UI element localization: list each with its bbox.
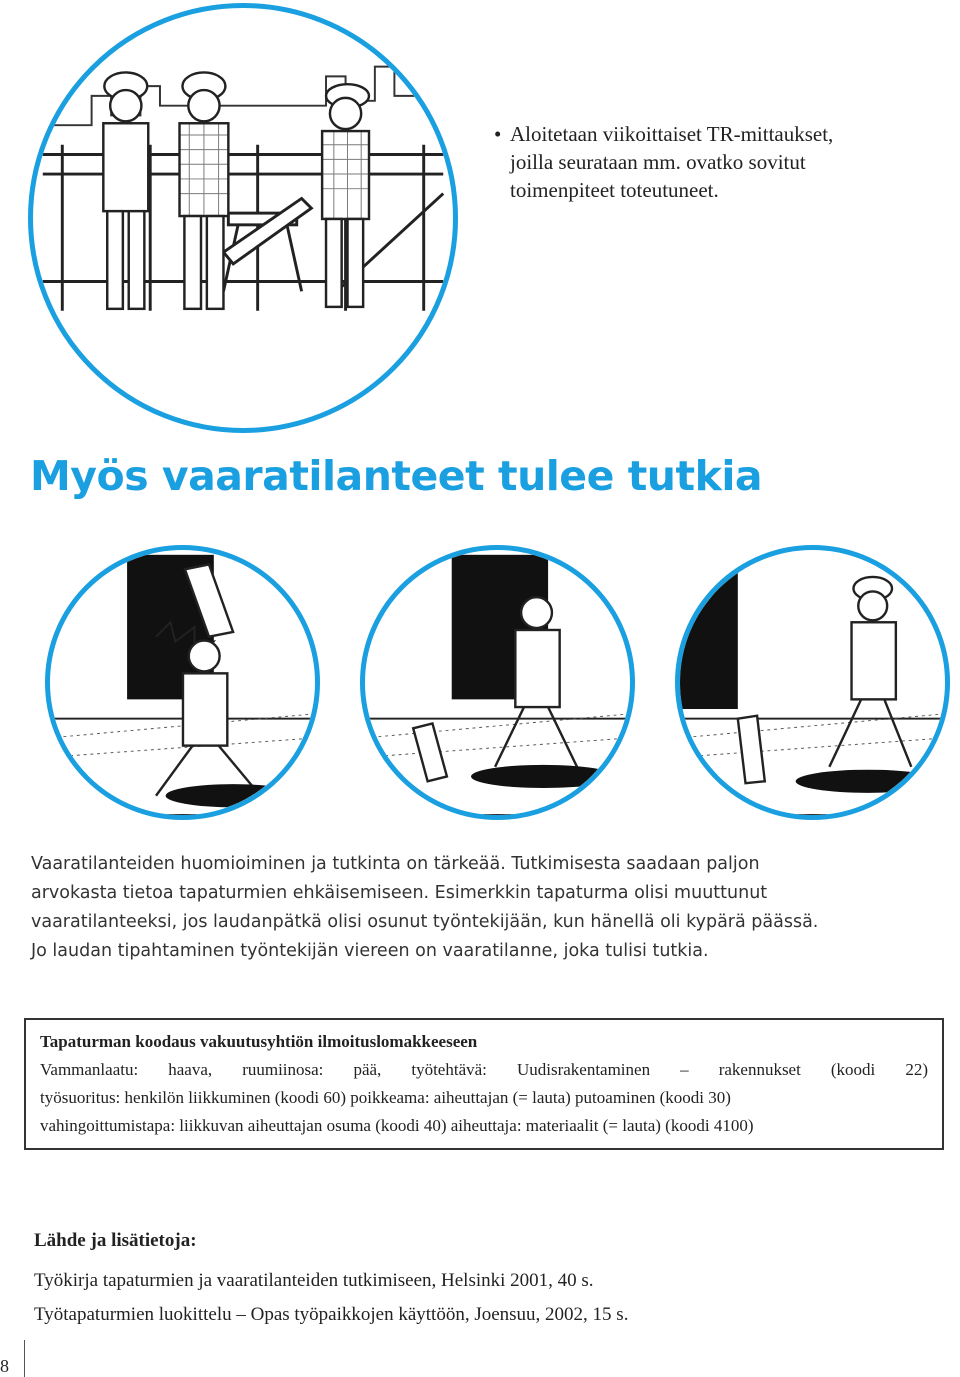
sources-title: Lähde ja lisätietoja:	[34, 1230, 197, 1251]
plank-falls-beside-worker-illustration	[360, 545, 635, 820]
sources-section	[34, 1224, 914, 1332]
bullet-line-3: toimenpiteet toteutuneet.	[510, 178, 719, 202]
accident-coding-box	[24, 1018, 944, 1150]
margin-rule	[24, 1340, 25, 1377]
coding-box-title: Tapaturman koodaus vakuutusyhtiön ilmoituslomakkeeseen	[40, 1032, 478, 1051]
falling-plank-hits-worker-illustration	[45, 545, 320, 820]
scene-1-drawing	[50, 550, 315, 815]
body-line: arvokasta tietoa tapaturmien ehkäisemiseen. Esimerkkin tapaturma olisi muuttunut	[31, 883, 768, 903]
plank-falls-beside-helmeted-worker-illustration	[675, 545, 950, 820]
construction-workers-meeting-illustration	[28, 3, 458, 433]
section-heading: Myös vaaratilanteet tulee tutkia	[30, 452, 763, 500]
bullet-line-1: • Aloitetaan viikoittaiset TR-mittaukset,	[494, 122, 834, 146]
body-paragraph	[31, 850, 931, 966]
bullet-note	[494, 120, 914, 204]
scene-2-drawing	[365, 550, 630, 815]
body-line: Jo laudan tipahtaminen työntekijän viereen on vaaratilanne, joka tulisi tutkia.	[31, 941, 709, 961]
body-line: Vaaratilanteiden huomioiminen ja tutkinta on tärkeää. Tutkimisesta saadaan paljon	[31, 854, 760, 874]
scene-3-drawing	[680, 550, 945, 815]
source-item: Työtapaturmien luokittelu – Opas työpaikkojen käyttöön, Joensuu, 2002, 15 s.	[34, 1304, 629, 1325]
workers-scene-drawing	[33, 8, 453, 428]
coding-box-line: työsuoritus: henkilön liikkuminen (koodi 60) poikkeama: aiheuttajan (= lauta) putoaminen (koodi 30)	[40, 1088, 731, 1107]
body-line: vaaratilanteeksi, jos laudanpätkä olisi osunut työntekijään, kun hänellä oli kypärä päässä.	[31, 912, 819, 932]
page-number: 8	[0, 1356, 9, 1376]
bullet-symbol: •	[494, 122, 502, 146]
coding-box-line: Vammanlaatu: haava, ruumiinosa: pää, työtehtävä: Uudisrakentaminen – rakennukset (koodi 22)	[40, 1060, 928, 1079]
coding-box-line: vahingoittumistapa: liikkuvan aiheuttajan osuma (koodi 40) aiheuttaja: materiaalit (= lauta) (koodi 4100)	[40, 1116, 754, 1135]
source-item: Työkirja tapaturmien ja vaaratilanteiden tutkimiseen, Helsinki 2001, 40 s.	[34, 1270, 594, 1291]
bullet-line-2: joilla seurataan mm. ovatko sovitut	[510, 150, 806, 174]
